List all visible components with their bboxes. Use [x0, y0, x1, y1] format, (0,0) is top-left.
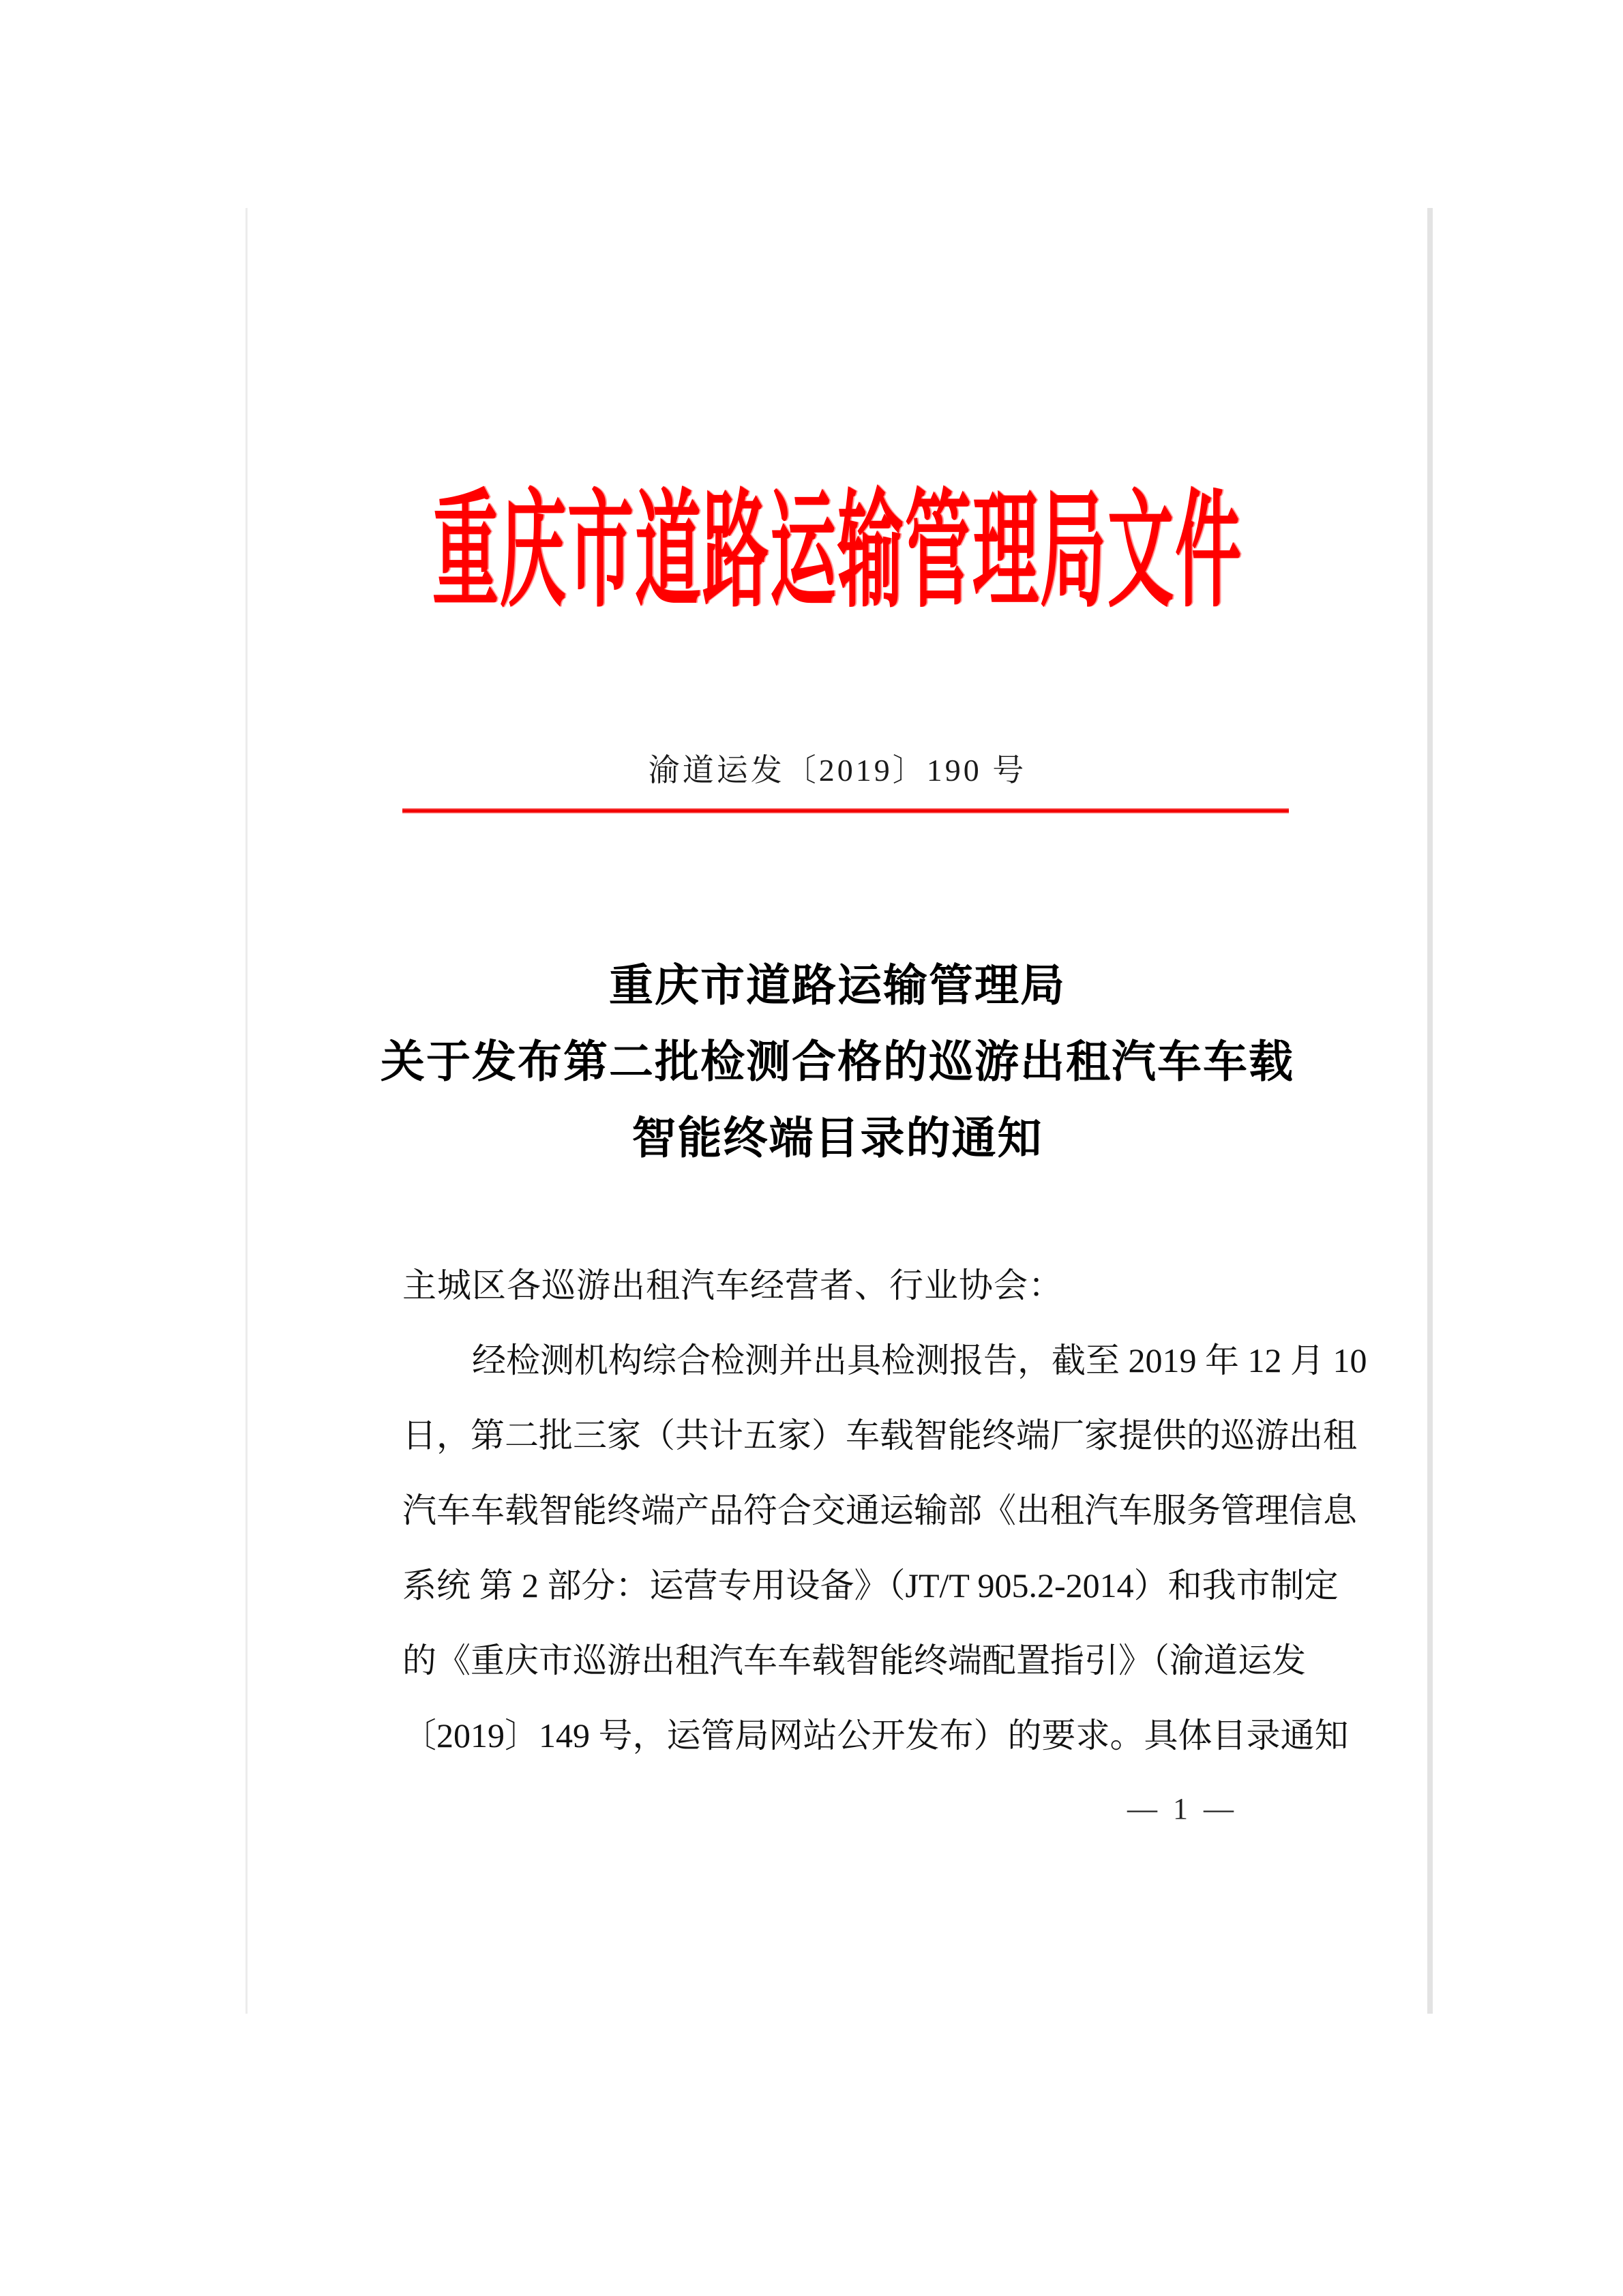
- body-line: 经检测机构综合检测并出具检测报告，截至 2019 年 12 月 10: [472, 1341, 1367, 1380]
- salutation-line: 主城区各巡游出租汽车经营者、行业协会：: [402, 1266, 1063, 1304]
- document-header-banner: [248, 448, 1427, 623]
- notice-title-line-3: 智能终端目录的通知: [631, 1114, 1043, 1163]
- body-line: 的《重庆市巡游出租汽车车载智能终端配置指引》（渝道运发: [402, 1641, 1306, 1680]
- page-number: — 1 —: [1127, 1792, 1238, 1825]
- body-paragraph: [402, 1323, 1367, 1773]
- notice-title-line-2: 关于发布第二批检测合格的巡游出租汽车车载: [380, 1038, 1294, 1087]
- red-divider-line: [402, 808, 1289, 814]
- document-header-title: 重庆市道路运输管理局文件: [432, 481, 1242, 623]
- body-line: 汽车车载智能终端产品符合交通运输部《出租汽车服务管理信息: [402, 1491, 1357, 1530]
- body-line: 系统 第 2 部分：运营专用设备》（JT/T 905.2-2014）和我市制定: [402, 1566, 1339, 1605]
- body-line: 日，第二批三家（共计五家）车载智能终端厂家提供的巡游出租: [402, 1416, 1357, 1455]
- notice-title: [248, 948, 1427, 1177]
- document-page: [245, 208, 1433, 2014]
- document-number: 渝道运发〔2019〕190 号: [648, 753, 1027, 788]
- body-line: 〔2019〕149 号，运管局网站公开发布）的要求。具体目录通知: [402, 1716, 1349, 1755]
- notice-title-line-1: 重庆市道路运输管理局: [608, 961, 1066, 1011]
